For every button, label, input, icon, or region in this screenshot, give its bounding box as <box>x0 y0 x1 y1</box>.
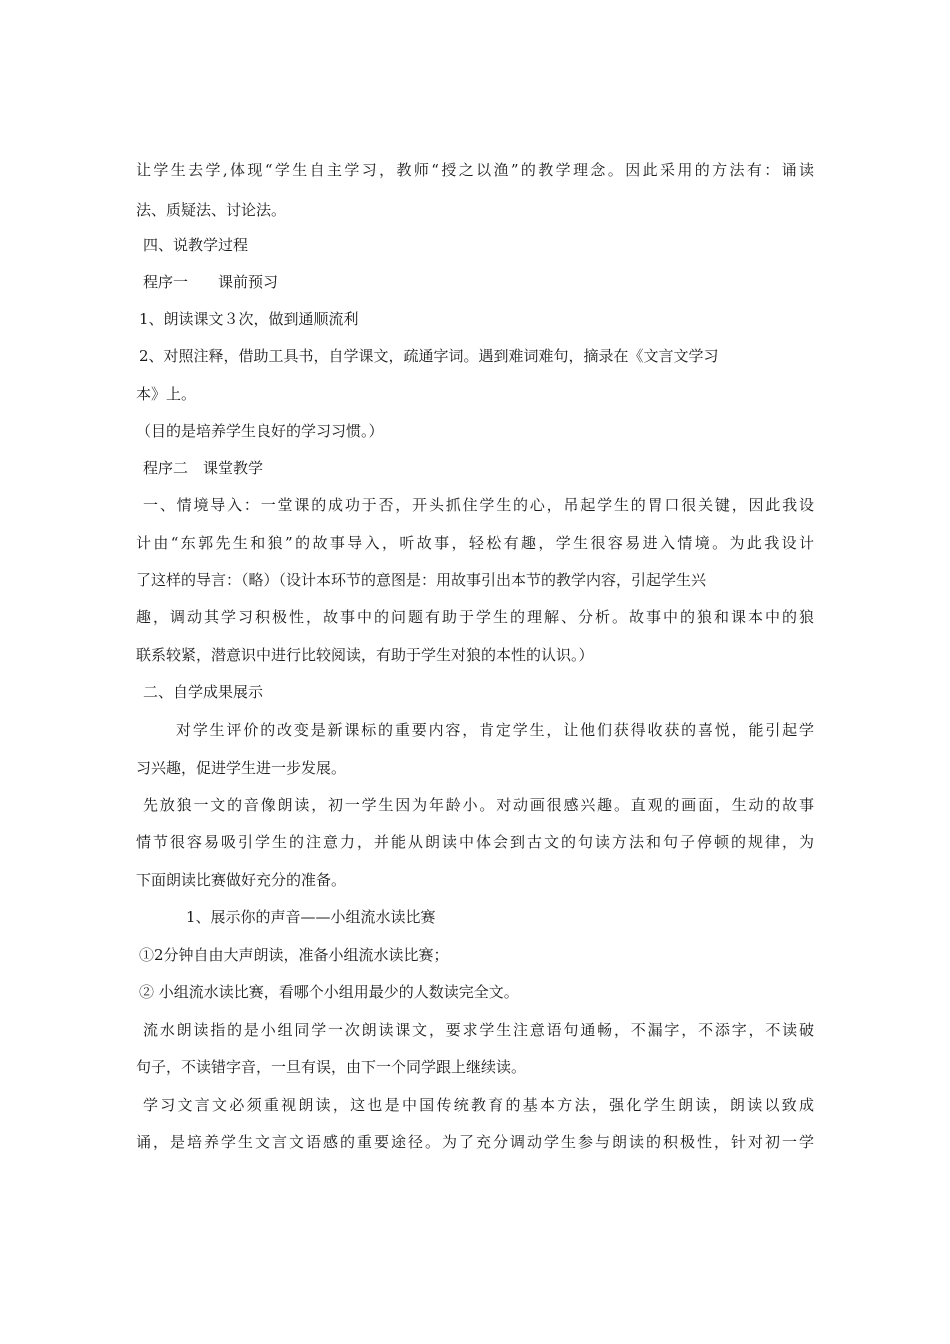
text-line: 学习文言文必须重视朗读，这也是中国传统教育的基本方法，强化学生朗读，朗读以致成 <box>143 1096 814 1114</box>
text-line: 流水朗读指的是小组同学一次朗读课文，要求学生注意语句通畅，不漏字，不添字，不读破 <box>143 1021 814 1039</box>
text-line: 了这样的导言：（略）（设计本环节的意图是：用故事引出本节的教学内容，引起学生兴 <box>136 571 707 589</box>
list-item: ①2分钟自由大声朗读，准备小组流水读比赛； <box>139 946 449 964</box>
text-line: 1、朗读课文３次，做到通顺流利 <box>139 310 359 328</box>
text-line: 下面朗读比赛做好充分的准备。 <box>136 871 347 889</box>
subsection-heading: 程序二 课堂教学 <box>143 459 264 477</box>
text-line: 趣，调动其学习积极性，故事中的问题有助于学生的理解、分析。故事中的狼和课本中的狼 <box>136 608 814 626</box>
section-heading: 四、说教学过程 <box>143 236 249 254</box>
text-line: 2、对照注释，借助工具书，自学课文，疏通字词。遇到难词难句，摘录在《文言文学习 <box>139 347 719 365</box>
text-line: 联系较紧，潜意识中进行比较阅读，有助于学生对狼的本性的认识。） <box>136 646 594 664</box>
text-line: 先放狼一文的音像朗读，初一学生因为年龄小。对动画很感兴趣。直观的画面，生动的故事 <box>143 796 814 814</box>
text-line: 一、情境导入：一堂课的成功于否，开头抓住学生的心，吊起学生的胃口很关键，因此我设 <box>143 496 814 514</box>
section-heading: 二、自学成果展示 <box>143 683 264 701</box>
list-heading: 1、展示你的声音——小组流水读比赛 <box>186 908 436 926</box>
text-line: （目的是培养学生良好的学习习惯。） <box>136 422 384 440</box>
text-line: 句子，不读错字音，一旦有误，由下一个同学跟上继续读。 <box>136 1058 527 1076</box>
list-item: ② 小组流水读比赛，看哪个小组用最少的人数读完全文。 <box>139 983 519 1001</box>
text-line: 法、质疑法、讨论法。 <box>136 201 287 219</box>
text-line: 习兴趣，促进学生进一步发展。 <box>136 759 347 777</box>
text-line: 诵，是培养学生文言文语感的重要途径。为了充分调动学生参与朗读的积极性，针对初一学 <box>136 1133 814 1151</box>
text-line: 本》上。 <box>136 385 197 403</box>
text-line: 计由“东郭先生和狼”的故事导入，听故事，轻松有趣，学生很容易进入情境。为此我设计 <box>136 534 814 552</box>
text-line: 情节很容易吸引学生的注意力，并能从朗读中体会到古文的句读方法和句子停顿的规律，为 <box>136 833 814 851</box>
subsection-heading: 程序一 课前预习 <box>143 273 279 291</box>
text-line: 对学生评价的改变是新课标的重要内容，肯定学生，让他们获得收获的喜悦，能引起学 <box>176 721 814 739</box>
text-line: 让学生去学,体现“学生自主学习，教师“授之以渔”的教学理念。因此采用的方法有：诵读 <box>136 161 814 179</box>
